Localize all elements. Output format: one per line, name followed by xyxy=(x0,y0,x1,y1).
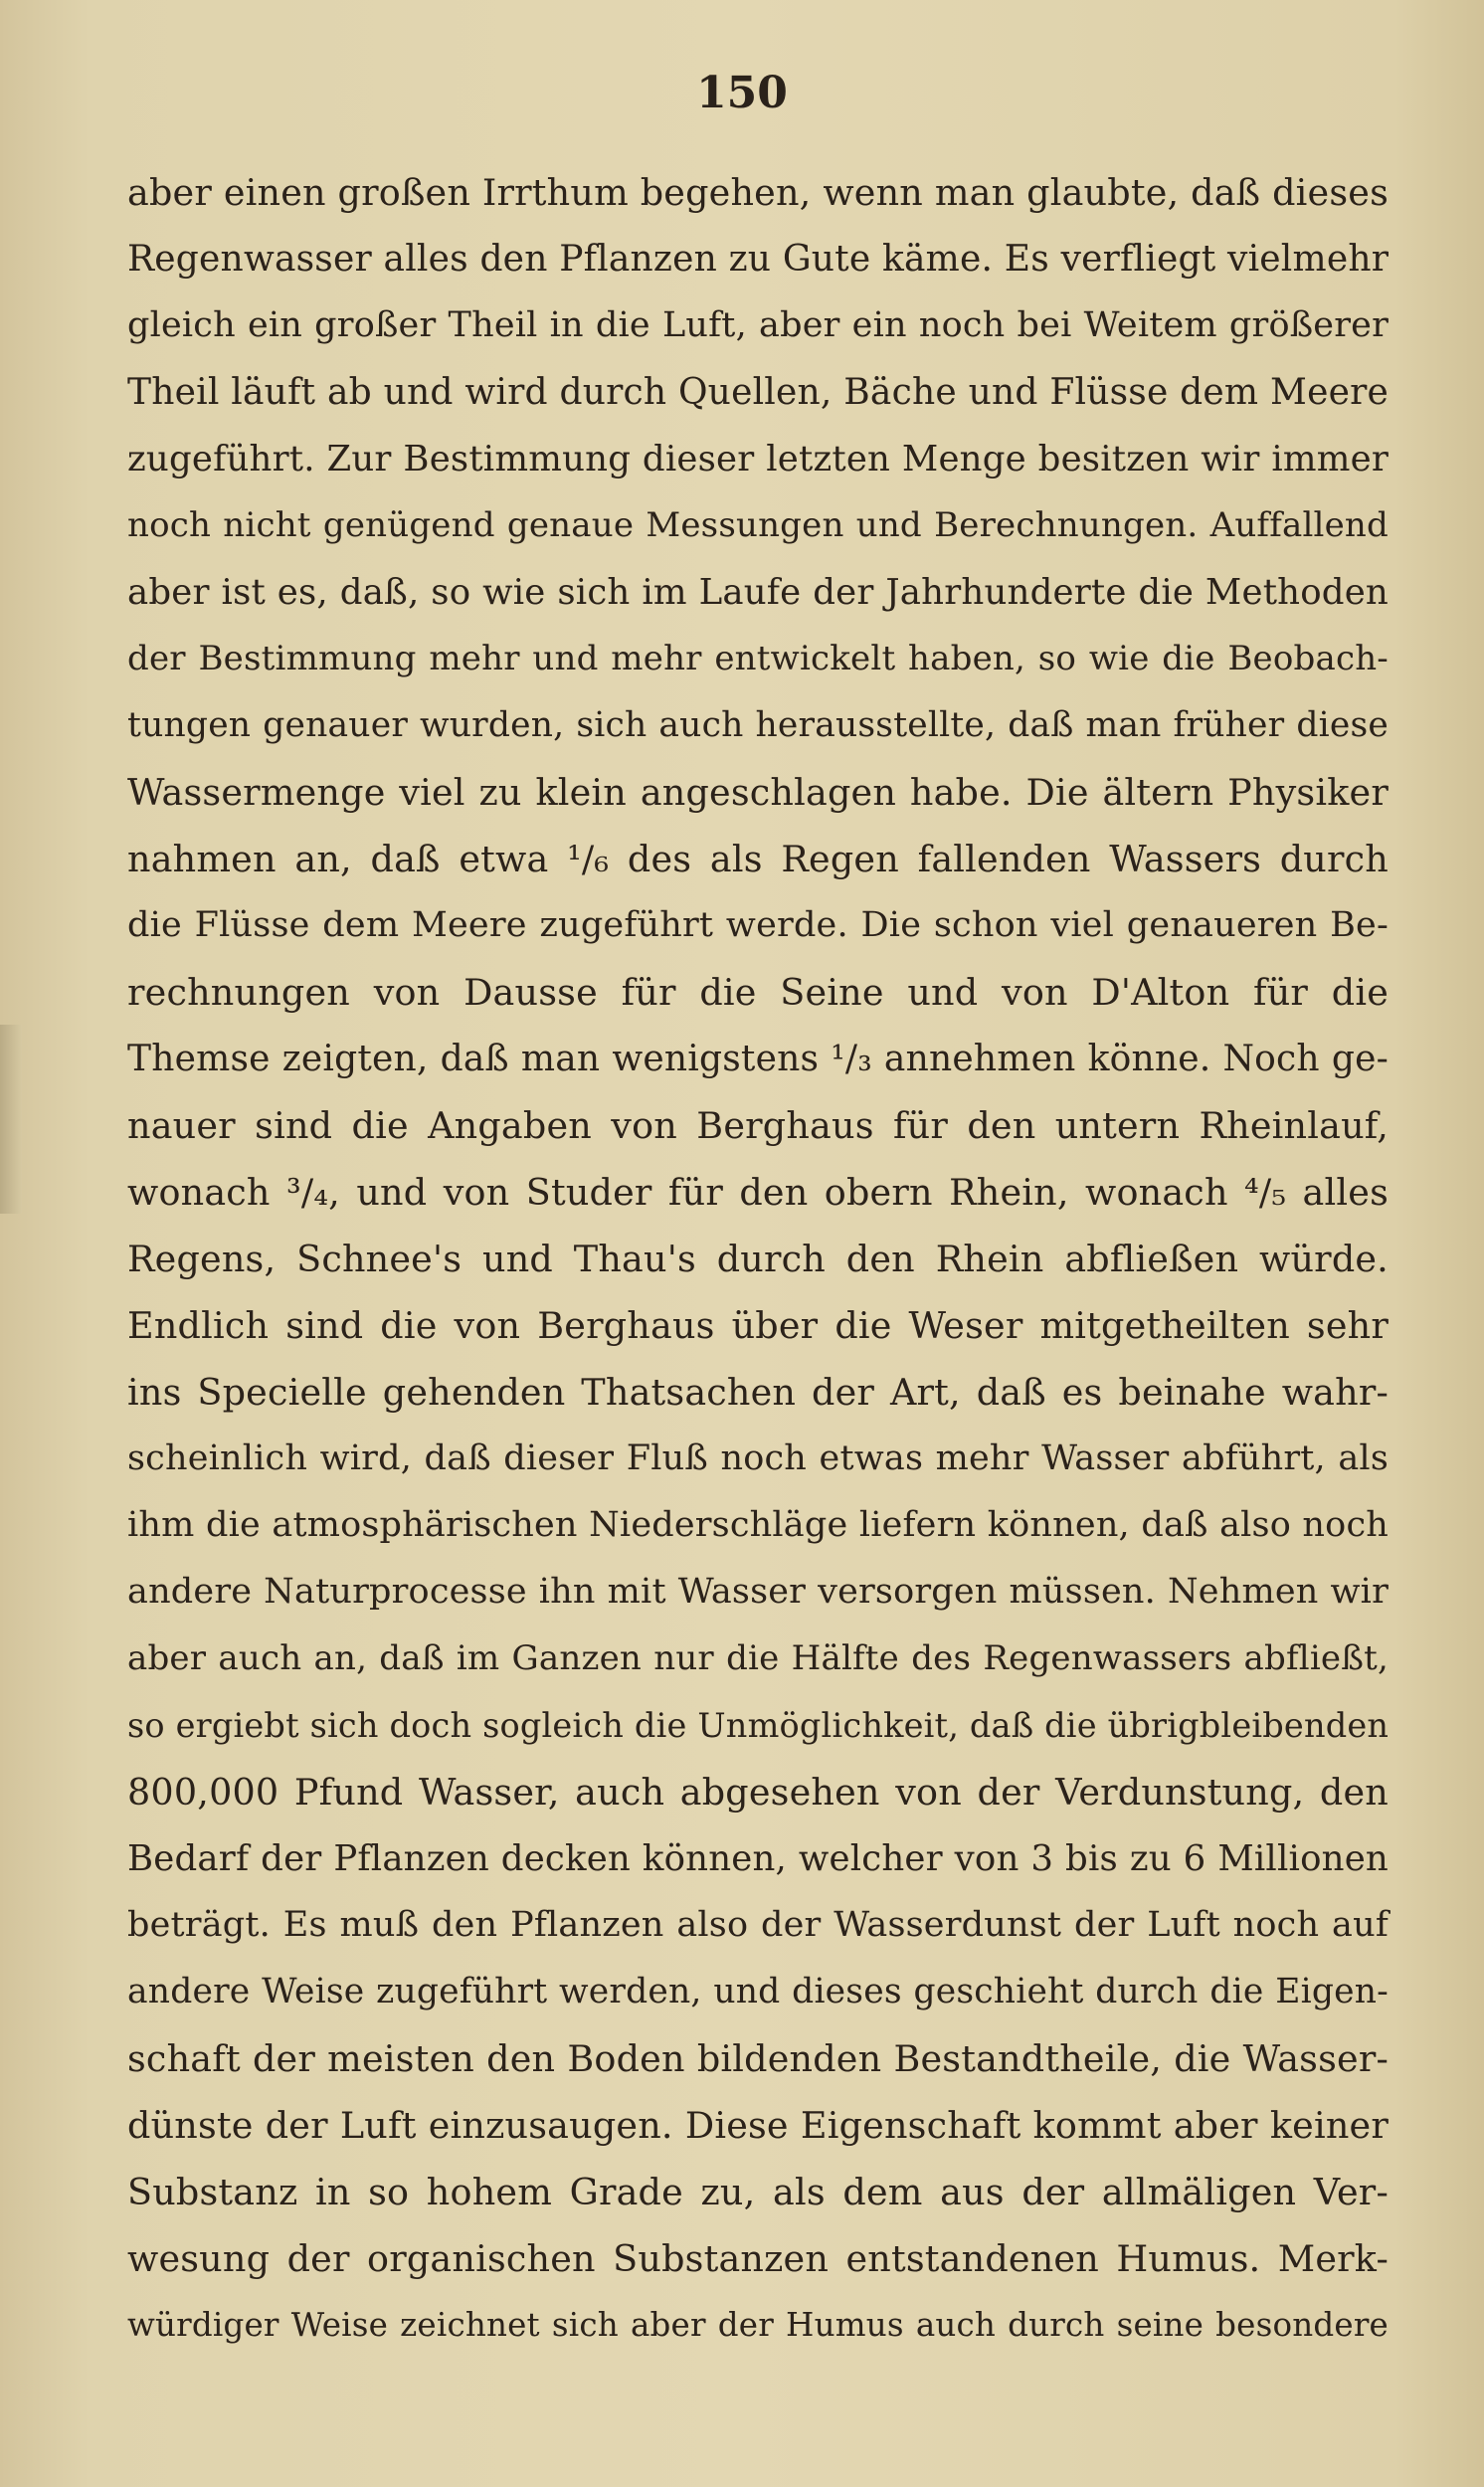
text-line: Substanz in so hohem Grade zu, als dem aus der allmäligen Ver- xyxy=(127,2171,1389,2213)
text-line: nahmen an, daß etwa ¹/₆ des als Regen fallenden Wassers durch xyxy=(127,838,1389,880)
text-line: schaft der meisten den Boden bildenden Bestandtheile, die Wasser- xyxy=(127,2037,1389,2080)
text-line: aber einen großen Irrthum begehen, wenn man glaubte, daß dieses xyxy=(127,171,1389,214)
text-line: wesung der organischen Substanzen entstandenen Humus. Merk- xyxy=(127,2237,1389,2280)
text-line: tungen genauer wurden, sich auch herausstellte, daß man früher diese xyxy=(127,705,1389,745)
body-text xyxy=(127,159,1389,2359)
text-line: Theil läuft ab und wird durch Quellen, Bäche und Flüsse dem Meere xyxy=(127,372,1389,413)
page-number: 150 xyxy=(696,68,788,118)
text-line: scheinlich wird, daß dieser Fluß noch etwas mehr Wasser abführt, als xyxy=(127,1438,1389,1478)
text-line: beträgt. Es muß den Pflanzen also der Wasserdunst der Luft noch auf xyxy=(127,1905,1389,1945)
text-line: so ergiebt sich doch sogleich die Unmöglichkeit, daß die übrigbleibenden xyxy=(127,1706,1390,1745)
text-line: Wassermenge viel zu klein angeschlagen habe. Die ältern Physiker xyxy=(127,771,1389,814)
text-line: andere Weise zugeführt werden, und dieses geschieht durch die Eigen- xyxy=(127,1972,1389,2011)
text-line: nauer sind die Angaben von Berghaus für den untern Rheinlauf, xyxy=(127,1104,1389,1147)
text-line: Regenwasser alles den Pflanzen zu Gute käme. Es verfliegt vielmehr xyxy=(127,239,1390,280)
text-line: die Flüsse dem Meere zugeführt werde. Die schon viel genaueren Be- xyxy=(127,905,1389,945)
text-line: aber auch an, daß im Ganzen nur die Hälfte des Regenwassers abfließt, xyxy=(127,1638,1389,1678)
text-line: noch nicht genügend genaue Messungen und Berechnungen. Auffallend xyxy=(127,505,1389,545)
text-line: der Bestimmung mehr und mehr entwickelt haben, so wie die Beobach- xyxy=(127,639,1389,678)
text-line: ins Specielle gehenden Thatsachen der Art, daß es beinahe wahr- xyxy=(127,1371,1389,1414)
text-line: dünste der Luft einzusaugen. Diese Eigenschaft kommt aber keiner xyxy=(127,2104,1389,2147)
page-edge-shadow xyxy=(0,1025,22,1214)
text-line: Regens, Schnee's und Thau's durch den Rhein abfließen würde. xyxy=(127,1238,1389,1280)
text-line: gleich ein großer Theil in die Luft, aber ein noch bei Weitem größerer xyxy=(127,305,1389,345)
text-line: Themse zeigten, daß man wenigstens ¹/₃ annehmen könne. Noch ge- xyxy=(127,1039,1389,1079)
text-line: aber ist es, daß, so wie sich im Laufe der Jahrhunderte die Methoden xyxy=(127,572,1389,613)
text-line: ihm die atmosphärischen Niederschläge liefern können, daß also noch xyxy=(127,1505,1389,1545)
text-line: zugeführt. Zur Bestimmung dieser letzten Menge besitzen wir immer xyxy=(127,439,1389,479)
text-line: Bedarf der Pflanzen decken können, welcher von 3 bis zu 6 Millionen xyxy=(127,1838,1389,1879)
text-line: wonach ³/₄, und von Studer für den obern Rhein, wonach ⁴/₅ alles xyxy=(127,1171,1389,1214)
text-line: 800,000 Pfund Wasser, auch abgesehen von der Verdunstung, den xyxy=(127,1771,1389,1814)
text-line: Endlich sind die von Berghaus über die Weser mitgetheilten sehr xyxy=(127,1304,1389,1347)
text-line: würdiger Weise zeichnet sich aber der Humus auch durch seine besondere xyxy=(127,2306,1389,2344)
text-line: andere Naturprocesse ihn mit Wasser versorgen müssen. Nehmen wir xyxy=(127,1572,1389,1612)
text-line: rechnungen von Dausse für die Seine und von D'Alton für die xyxy=(127,971,1389,1014)
